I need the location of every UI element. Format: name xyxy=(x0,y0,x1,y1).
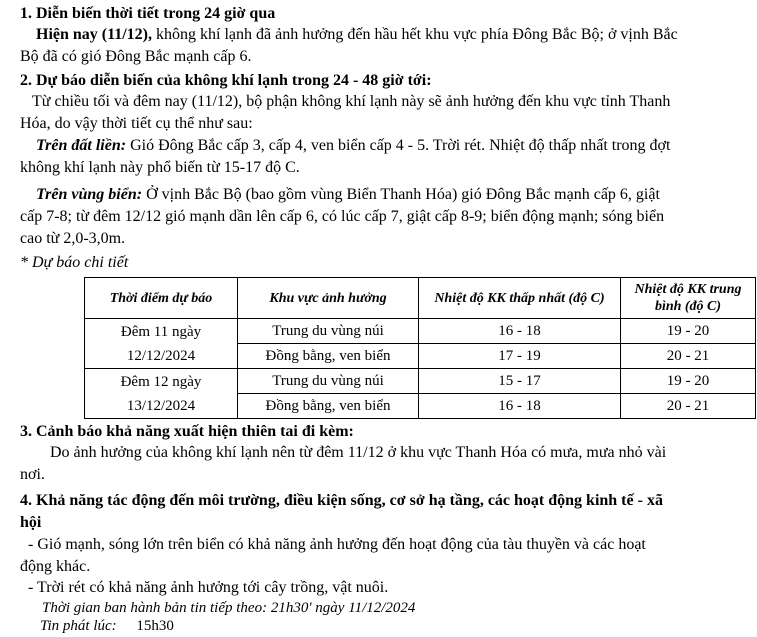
time-line1: Đêm 12 ngày xyxy=(120,373,202,390)
table-row xyxy=(85,319,756,344)
table-header-row xyxy=(85,278,756,319)
land-text1: Gió Đông Bắc cấp 3, cấp 4, ven biển cấp 4 - 5. Trời rét. Nhiệt độ thấp nhất trong đợt xyxy=(126,137,671,154)
issued-time: 15h30 xyxy=(136,618,174,634)
avg-temp-cell: 20 - 21 xyxy=(621,394,756,419)
area-cell: Trung du vùng núi xyxy=(238,319,419,344)
sea-label: Trên vùng biển: xyxy=(36,186,143,203)
area-cell: Đồng bằng, ven biển xyxy=(238,344,419,369)
col-header-time: Thời điểm dự báo xyxy=(85,278,238,319)
col-header-area: Khu vực ảnh hưởng xyxy=(238,278,419,319)
min-temp-cell: 16 - 18 xyxy=(419,319,621,344)
s1-paragraph-line2: Bộ đã có gió Đông Bắc mạnh cấp 6. xyxy=(20,48,252,65)
sea-text1: Ở vịnh Bắc Bộ (bao gồm vùng Biển Thanh Hóa) gió Đông Bắc mạnh cấp 6, giật xyxy=(142,186,660,203)
time-line2: 12/12/2024 xyxy=(126,347,196,364)
area-cell: Trung du vùng núi xyxy=(238,369,419,394)
s4-bullet2: - Trời rét có khả năng ảnh hưởng tới cây trồng, vật nuôi. xyxy=(28,579,389,596)
s2-heading: 2. Dự báo diễn biến của không khí lạnh trong 24 - 48 giờ tới: xyxy=(20,72,432,89)
detail-label: * Dự báo chi tiết xyxy=(20,254,129,271)
s2-land-line1 xyxy=(36,135,749,157)
min-temp-cell: 15 - 17 xyxy=(419,369,621,394)
forecast-table xyxy=(84,277,756,419)
avg-temp-cell: 19 - 20 xyxy=(621,369,756,394)
s1-paragraph-line1 xyxy=(36,24,749,46)
col-header-min-temp: Nhiệt độ KK thấp nhất (độ C) xyxy=(419,278,621,319)
area-cell: Đồng bằng, ven biển xyxy=(238,394,419,419)
time-cell xyxy=(85,319,238,369)
s2-sea-line3: cao từ 2,0-3,0m. xyxy=(20,230,126,247)
s3-heading: 3. Cảnh báo khả năng xuất hiện thiên tai đi kèm: xyxy=(20,423,354,440)
land-label: Trên đất liền: xyxy=(36,137,127,154)
s1-lead: Hiện nay (11/12), xyxy=(36,26,153,43)
issued-label: Tin phát lúc: xyxy=(40,618,117,634)
s2-intro-line2: Hóa, do vậy thời tiết cụ thể như sau: xyxy=(20,115,253,132)
s1-text1: không khí lạnh đã ảnh hưởng đến hầu hết khu vực phía Đông Bắc Bộ; ở vịnh Bắc xyxy=(152,26,678,43)
s4-bullet1-line2: động khác. xyxy=(20,558,91,575)
table-row xyxy=(85,369,756,394)
s4-heading-line2: hội xyxy=(20,514,42,531)
s3-line1: Do ảnh hưởng của không khí lạnh nên từ đêm 11/12 ở khu vực Thanh Hóa có mưa, mưa nhỏ vài xyxy=(50,444,667,461)
s3-line2: nơi. xyxy=(20,466,45,483)
s2-sea-line2: cấp 7-8; từ đêm 12/12 gió mạnh dần lên cấp 6, có lúc cấp 7, giật cấp 8-9; biển động mạnh; sóng biển xyxy=(20,208,665,225)
time-line1: Đêm 11 ngày xyxy=(120,323,202,340)
next-bulletin-time: Thời gian ban hành bản tin tiếp theo: 21h30' ngày 11/12/2024 xyxy=(42,600,416,616)
col-header-avg-temp: Nhiệt độ KK trung bình (độ C) xyxy=(621,278,756,319)
avg-temp-cell: 20 - 21 xyxy=(621,344,756,369)
s2-intro-line1: Từ chiều tối và đêm nay (11/12), bộ phận không khí lạnh này sẽ ảnh hưởng đến khu vực tỉnh Thanh xyxy=(32,93,671,110)
s1-heading: 1. Diễn biến thời tiết trong 24 giờ qua xyxy=(20,5,276,22)
avg-temp-cell: 19 - 20 xyxy=(621,319,756,344)
time-line2: 13/12/2024 xyxy=(126,397,196,414)
min-temp-cell: 17 - 19 xyxy=(419,344,621,369)
s4-bullet1-line1: - Gió mạnh, sóng lớn trên biển có khả năng ảnh hưởng đến hoạt động của tàu thuyền và các hoạt xyxy=(28,536,646,553)
time-cell xyxy=(85,369,238,419)
min-temp-cell: 16 - 18 xyxy=(419,394,621,419)
s2-sea-line1 xyxy=(36,184,749,206)
s2-land-line2: không khí lạnh này phổ biến từ 15-17 độ C. xyxy=(20,159,300,176)
s4-heading-line1: 4. Khả năng tác động đến môi trường, điều kiện sống, cơ sở hạ tầng, các hoạt động kinh tế - xã xyxy=(20,492,663,509)
